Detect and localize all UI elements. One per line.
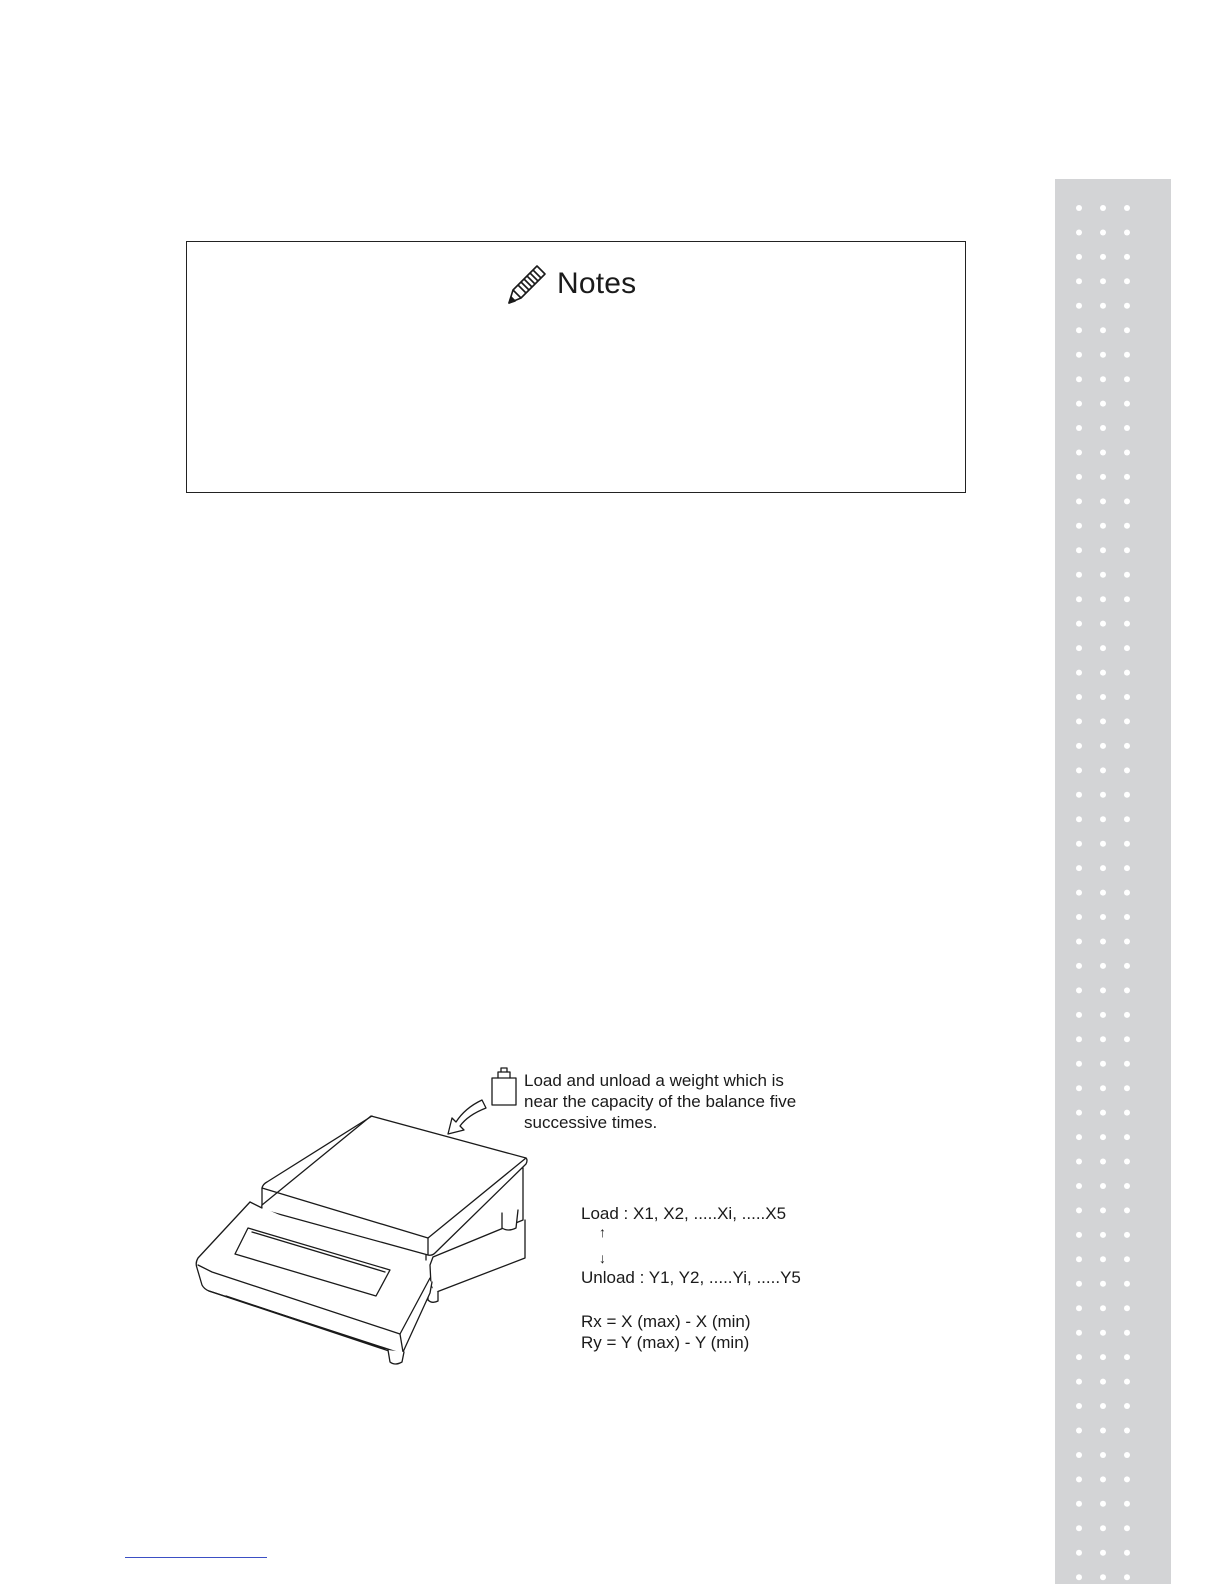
strip-dot bbox=[1076, 303, 1082, 309]
strip-dot bbox=[1124, 890, 1130, 896]
footer-link-underline[interactable] bbox=[125, 1557, 267, 1558]
strip-dot bbox=[1100, 303, 1106, 309]
strip-dot bbox=[1076, 1501, 1082, 1507]
strip-dot bbox=[1076, 376, 1082, 382]
strip-dot bbox=[1100, 1525, 1106, 1531]
strip-dot bbox=[1124, 352, 1130, 358]
strip-dot bbox=[1100, 694, 1106, 700]
strip-dot bbox=[1124, 1379, 1130, 1385]
strip-dot bbox=[1100, 425, 1106, 431]
strip-dot bbox=[1100, 939, 1106, 945]
strip-dot bbox=[1124, 1232, 1130, 1238]
strip-dot bbox=[1076, 1256, 1082, 1262]
strip-dot bbox=[1076, 816, 1082, 822]
rx-formula: Rx = X (max) - X (min) bbox=[581, 1312, 751, 1331]
strip-dot bbox=[1100, 1428, 1106, 1434]
strip-dot bbox=[1124, 1207, 1130, 1213]
strip-dot bbox=[1124, 792, 1130, 798]
strip-dot bbox=[1124, 230, 1130, 236]
strip-dot bbox=[1100, 1134, 1106, 1140]
caption-line-2: near the capacity of the balance five bbox=[524, 1092, 797, 1111]
strip-dot bbox=[1100, 987, 1106, 993]
strip-dot bbox=[1100, 1305, 1106, 1311]
strip-dot bbox=[1076, 1379, 1082, 1385]
strip-dot bbox=[1124, 1525, 1130, 1531]
strip-dot bbox=[1076, 1574, 1082, 1580]
strip-dot bbox=[1076, 425, 1082, 431]
strip-dot bbox=[1076, 621, 1082, 627]
strip-dot bbox=[1124, 278, 1130, 284]
strip-dot bbox=[1124, 865, 1130, 871]
strip-dot bbox=[1076, 327, 1082, 333]
strip-dot bbox=[1100, 1379, 1106, 1385]
up-arrow-icon: ↑ bbox=[599, 1224, 606, 1240]
caption-line-1: Load and unload a weight which is bbox=[524, 1071, 784, 1090]
strip-dot bbox=[1076, 1452, 1082, 1458]
strip-dot bbox=[1076, 1428, 1082, 1434]
strip-dot bbox=[1124, 1159, 1130, 1165]
strip-dot bbox=[1076, 1305, 1082, 1311]
repeatability-figure bbox=[190, 1060, 850, 1380]
strip-dot bbox=[1100, 1061, 1106, 1067]
strip-dot bbox=[1100, 523, 1106, 529]
strip-dot bbox=[1124, 1476, 1130, 1482]
strip-dot bbox=[1124, 1574, 1130, 1580]
strip-dot bbox=[1076, 743, 1082, 749]
strip-dot bbox=[1100, 621, 1106, 627]
strip-dot bbox=[1100, 1110, 1106, 1116]
strip-dot bbox=[1124, 1281, 1130, 1287]
strip-dot bbox=[1076, 1330, 1082, 1336]
notes-box bbox=[186, 241, 966, 493]
strip-dot bbox=[1076, 841, 1082, 847]
strip-dot bbox=[1076, 1012, 1082, 1018]
strip-dot bbox=[1100, 1183, 1106, 1189]
strip-dot bbox=[1100, 792, 1106, 798]
pencil-icon bbox=[503, 260, 549, 308]
strip-dot bbox=[1124, 841, 1130, 847]
strip-dot bbox=[1124, 914, 1130, 920]
strip-dot bbox=[1124, 743, 1130, 749]
strip-dot bbox=[1100, 1207, 1106, 1213]
strip-dot bbox=[1100, 376, 1106, 382]
strip-dot bbox=[1124, 1134, 1130, 1140]
strip-dot bbox=[1076, 205, 1082, 211]
strip-dot bbox=[1124, 425, 1130, 431]
strip-dot bbox=[1076, 1281, 1082, 1287]
strip-dot bbox=[1100, 816, 1106, 822]
strip-dot bbox=[1076, 523, 1082, 529]
strip-dot bbox=[1124, 498, 1130, 504]
strip-dot bbox=[1124, 596, 1130, 602]
strip-dot bbox=[1124, 474, 1130, 480]
strip-dot bbox=[1100, 767, 1106, 773]
strip-dot bbox=[1076, 914, 1082, 920]
strip-dot bbox=[1124, 621, 1130, 627]
strip-dot bbox=[1100, 1330, 1106, 1336]
strip-dot bbox=[1076, 572, 1082, 578]
strip-dot bbox=[1100, 596, 1106, 602]
strip-dot bbox=[1076, 963, 1082, 969]
strip-dot bbox=[1076, 645, 1082, 651]
strip-dot bbox=[1124, 694, 1130, 700]
strip-dot bbox=[1076, 1525, 1082, 1531]
strip-dot bbox=[1124, 327, 1130, 333]
strip-dot bbox=[1124, 1061, 1130, 1067]
strip-dot bbox=[1076, 718, 1082, 724]
strip-dot bbox=[1124, 670, 1130, 676]
strip-dot bbox=[1100, 670, 1106, 676]
strip-dot bbox=[1124, 816, 1130, 822]
strip-dot bbox=[1076, 1110, 1082, 1116]
ry-formula: Ry = Y (max) - Y (min) bbox=[581, 1333, 750, 1352]
strip-dot bbox=[1100, 841, 1106, 847]
strip-dot bbox=[1100, 645, 1106, 651]
strip-dot bbox=[1076, 450, 1082, 456]
strip-dot bbox=[1100, 572, 1106, 578]
strip-dot bbox=[1100, 278, 1106, 284]
strip-dot bbox=[1076, 401, 1082, 407]
strip-dot bbox=[1076, 230, 1082, 236]
strip-dot bbox=[1076, 547, 1082, 553]
strip-dot bbox=[1076, 767, 1082, 773]
strip-dot bbox=[1124, 987, 1130, 993]
strip-dot bbox=[1124, 1330, 1130, 1336]
strip-dot bbox=[1076, 792, 1082, 798]
strip-dot bbox=[1124, 1036, 1130, 1042]
strip-dot bbox=[1100, 547, 1106, 553]
strip-dot bbox=[1076, 865, 1082, 871]
strip-dot bbox=[1124, 523, 1130, 529]
strip-dot bbox=[1100, 1256, 1106, 1262]
strip-dot bbox=[1076, 1550, 1082, 1556]
strip-dot bbox=[1100, 1085, 1106, 1091]
strip-dot bbox=[1100, 1281, 1106, 1287]
figure-caption bbox=[524, 1070, 844, 1133]
strip-dot bbox=[1124, 718, 1130, 724]
strip-dot bbox=[1124, 1012, 1130, 1018]
strip-dot bbox=[1100, 914, 1106, 920]
strip-dot bbox=[1124, 1354, 1130, 1360]
strip-dot bbox=[1100, 1403, 1106, 1409]
strip-dot bbox=[1124, 1501, 1130, 1507]
strip-dot bbox=[1124, 1183, 1130, 1189]
unload-line: Unload : Y1, Y2, .....Yi, .....Y5 bbox=[581, 1268, 801, 1287]
notes-title: Notes bbox=[557, 267, 637, 300]
strip-dot bbox=[1076, 987, 1082, 993]
strip-dot bbox=[1076, 498, 1082, 504]
strip-dot bbox=[1124, 1403, 1130, 1409]
strip-dot bbox=[1100, 743, 1106, 749]
strip-dot bbox=[1124, 645, 1130, 651]
strip-dot bbox=[1076, 596, 1082, 602]
strip-dot bbox=[1076, 670, 1082, 676]
strip-dot bbox=[1124, 1085, 1130, 1091]
strip-dot bbox=[1100, 1354, 1106, 1360]
strip-dot bbox=[1100, 474, 1106, 480]
strip-dot bbox=[1100, 1452, 1106, 1458]
strip-dot bbox=[1100, 963, 1106, 969]
strip-dot bbox=[1076, 474, 1082, 480]
strip-dot bbox=[1124, 1550, 1130, 1556]
dot-pattern bbox=[1055, 179, 1171, 1584]
strip-dot bbox=[1100, 450, 1106, 456]
strip-dot bbox=[1124, 401, 1130, 407]
strip-dot bbox=[1100, 1476, 1106, 1482]
strip-dot bbox=[1100, 1574, 1106, 1580]
strip-dot bbox=[1076, 1354, 1082, 1360]
strip-dot bbox=[1100, 230, 1106, 236]
strip-dot bbox=[1124, 376, 1130, 382]
strip-dot bbox=[1124, 1305, 1130, 1311]
strip-dot bbox=[1100, 1501, 1106, 1507]
strip-dot bbox=[1076, 1207, 1082, 1213]
strip-dot bbox=[1076, 1232, 1082, 1238]
strip-dot bbox=[1076, 1061, 1082, 1067]
strip-dot bbox=[1100, 1036, 1106, 1042]
weight-icon bbox=[492, 1068, 516, 1105]
strip-dot bbox=[1124, 1110, 1130, 1116]
strip-dot bbox=[1100, 498, 1106, 504]
strip-dot bbox=[1124, 572, 1130, 578]
strip-dot bbox=[1124, 303, 1130, 309]
strip-dot bbox=[1076, 1183, 1082, 1189]
strip-dot bbox=[1124, 767, 1130, 773]
strip-dot bbox=[1124, 254, 1130, 260]
strip-dot bbox=[1100, 205, 1106, 211]
strip-dot bbox=[1100, 1159, 1106, 1165]
strip-dot bbox=[1100, 1232, 1106, 1238]
strip-dot bbox=[1124, 1452, 1130, 1458]
strip-dot bbox=[1124, 963, 1130, 969]
strip-dot bbox=[1124, 450, 1130, 456]
down-arrow-icon: ↓ bbox=[599, 1250, 606, 1266]
caption-line-3: successive times. bbox=[524, 1113, 658, 1132]
side-strip-decoration bbox=[1055, 179, 1171, 1584]
strip-dot bbox=[1076, 1403, 1082, 1409]
strip-dot bbox=[1100, 890, 1106, 896]
strip-dot bbox=[1076, 1036, 1082, 1042]
strip-dot bbox=[1124, 1256, 1130, 1262]
strip-dot bbox=[1076, 1134, 1082, 1140]
strip-dot bbox=[1076, 254, 1082, 260]
strip-dot bbox=[1076, 939, 1082, 945]
strip-dot bbox=[1100, 254, 1106, 260]
strip-dot bbox=[1076, 352, 1082, 358]
strip-dot bbox=[1076, 890, 1082, 896]
strip-dot bbox=[1100, 327, 1106, 333]
strip-dot bbox=[1100, 1012, 1106, 1018]
strip-dot bbox=[1124, 939, 1130, 945]
load-line: Load : X1, X2, .....Xi, .....X5 bbox=[581, 1204, 787, 1223]
strip-dot bbox=[1076, 1159, 1082, 1165]
strip-dot bbox=[1100, 401, 1106, 407]
notes-header bbox=[503, 260, 636, 308]
strip-dot bbox=[1076, 1085, 1082, 1091]
strip-dot bbox=[1076, 278, 1082, 284]
curved-arrow-icon bbox=[448, 1100, 486, 1134]
strip-dot bbox=[1076, 1476, 1082, 1482]
strip-dot bbox=[1100, 718, 1106, 724]
strip-dot bbox=[1100, 865, 1106, 871]
strip-dot bbox=[1124, 205, 1130, 211]
strip-dot bbox=[1124, 547, 1130, 553]
strip-dot bbox=[1100, 1550, 1106, 1556]
strip-dot bbox=[1076, 694, 1082, 700]
strip-dot bbox=[1100, 352, 1106, 358]
strip-dot bbox=[1124, 1428, 1130, 1434]
